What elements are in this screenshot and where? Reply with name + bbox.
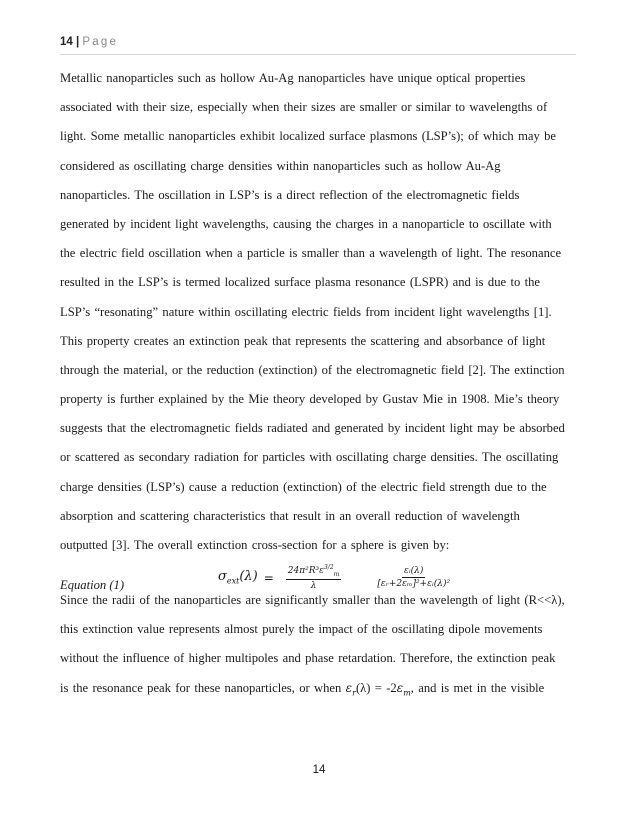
- equation-fraction-2: $\frac{\text{εᵢ(λ)}}{\text{[εᵣ+2εₘ]²+εᵢ(λ)²}}$: [377, 566, 451, 590]
- epsilon-m-symbol: $\varepsilon_m$: [396, 680, 411, 697]
- header-page-label: Page: [82, 36, 119, 48]
- paragraph-line: Since the radii of the nanoparticles are significantly smaller than the wavelength of light (R<<λ),: [60, 593, 565, 607]
- paragraph-2: [60, 586, 580, 703]
- paragraph-line: through the material, or the reduction (extinction) of the electromagnetic field [2]. The extinction: [60, 362, 565, 377]
- paragraph-line: without the influence of higher multipoles and phase retardation. Therefore, the extinction peak: [60, 651, 556, 666]
- paragraph-line: property is further explained by the Mie theory developed by Gustav Mie in 1908. Mie’s theory: [60, 392, 560, 407]
- paragraph-1: [60, 64, 580, 614]
- equation-fraction-1: $\frac{24\pi^2R^3\varepsilon^{3/2}_m}{\lambda}$: [287, 564, 340, 591]
- equation-equals: =: [263, 570, 274, 585]
- paragraph-line: LSP’s “resonating” nature within oscillating electric fields from incident light wavelengths [1].: [60, 304, 552, 319]
- paragraph-line: charge densities (LSP’s) cause a reduction (extinction) of the electric field strength due to the: [60, 479, 547, 494]
- paragraph-line: the electric field oscillation when a particle is smaller than a wavelength of light. The resonance: [60, 246, 562, 261]
- paragraph-line: Metallic nanoparticles such as hollow Au-Ag nanoparticles have unique optical properties: [60, 71, 526, 85]
- paragraph-line: absorption and scattering characteristics that result in an overall reduction of wavelength: [60, 508, 520, 523]
- equation-lhs: $\sigma_{ext}(\lambda)$: [218, 569, 258, 586]
- paragraph-line: light. Some metallic nanoparticles exhibit localized surface plasmons (LSP’s); of which may be: [60, 129, 556, 144]
- paragraph-line-with-math: is the resonance peak for these nanoparticles, or when $\varepsilon_r(\lambda) = -2\varepsilon_m$, and is met in the visible: [60, 680, 545, 697]
- paragraph-line: considered as oscillating charge densities within nanoparticles such as hollow Au-Ag: [60, 158, 501, 173]
- paragraph-line: outputted [3]. The overall extinction cross-section for a sphere is given by:: [60, 538, 450, 552]
- equation-label: Equation (1): [60, 578, 125, 593]
- paragraph-line: nanoparticles. The oscillation in LSP’s is a direct reflection of the electromagnetic fields: [60, 187, 520, 202]
- epsilon-r-symbol: $\varepsilon_r$: [345, 680, 356, 697]
- footer-page-number: 14: [312, 764, 326, 776]
- page-header: [60, 36, 576, 55]
- header-page-number: 14: [60, 36, 73, 48]
- paragraph-line: or scattered as secondary radiation for particles with oscillating charge densities. The oscillating: [60, 450, 559, 465]
- paragraph-line: suggests that the electromagnetic fields radiated and generated by incident light may be absorbed: [60, 421, 565, 436]
- paragraph-line: this extinction value represents almost purely the impact of the oscillating dipole movements: [60, 622, 543, 637]
- paragraph-line: This property creates an extinction peak that represents the scattering and absorbance of light: [60, 333, 546, 348]
- header-separator: |: [76, 36, 80, 48]
- paragraph-line: resulted in the LSP’s is termed localized surface plasma resonance (LSPR) and is due to the: [60, 275, 540, 290]
- paragraph-line: associated with their size, especially when their sizes are smaller or similar to wavelengths of: [60, 100, 548, 115]
- paragraph-line: generated by incident light wavelengths, causing the charges in a nanoparticle to oscillate with: [60, 216, 552, 231]
